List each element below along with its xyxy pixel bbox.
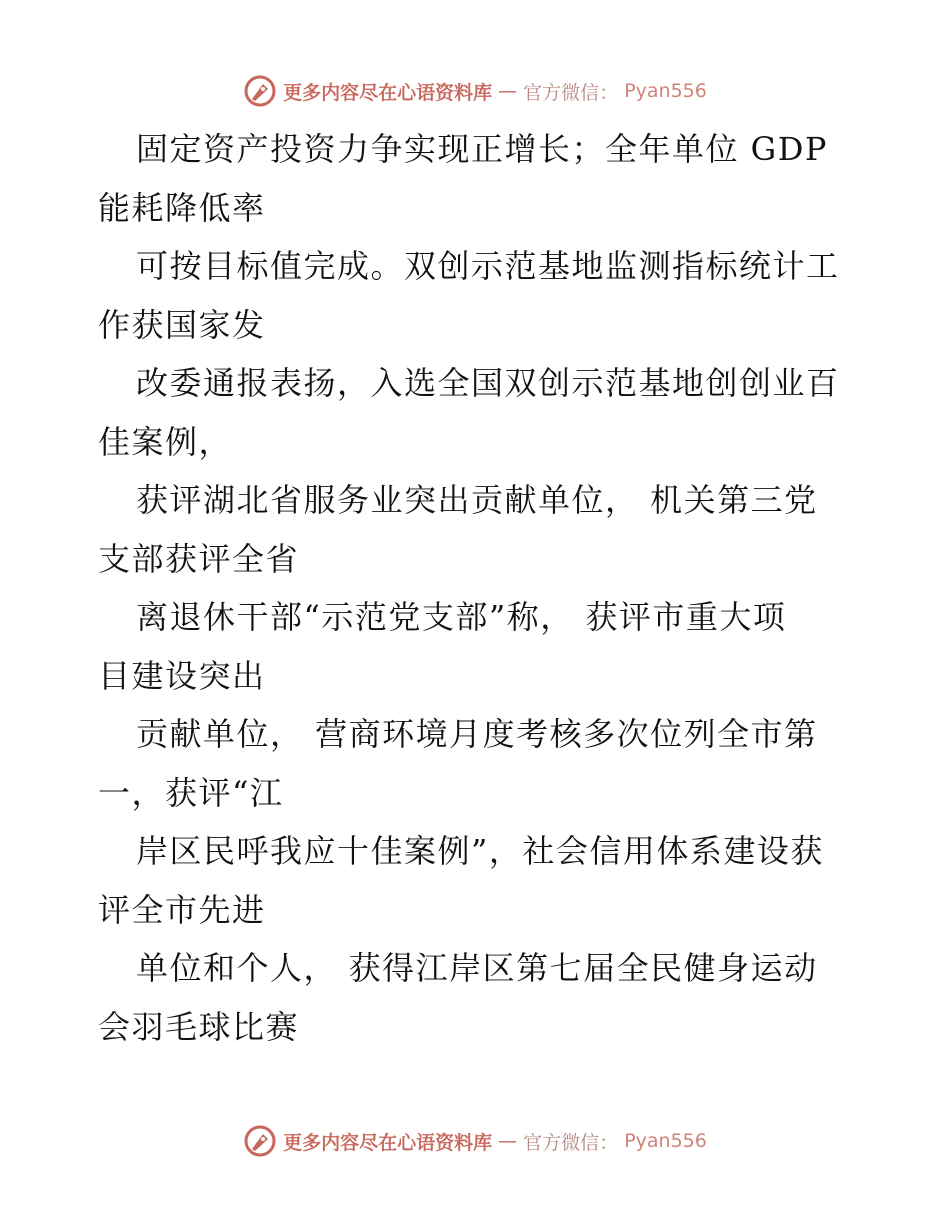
watermark-separator: — bbox=[498, 1130, 518, 1152]
body-line: 一，获评“江 bbox=[98, 773, 284, 812]
body-line: 佳案例， bbox=[98, 422, 233, 461]
body-line: 能耗降低率 bbox=[98, 188, 266, 227]
body-line: 离退休干部“示范党支部”称， 获评市重大项 bbox=[136, 598, 787, 636]
pen-nib-logo-icon bbox=[243, 1124, 277, 1158]
body-line: 贡献单位， 营商环境月度考核多次位列全市第 bbox=[136, 715, 818, 753]
watermark-wechat-label: 官方微信： bbox=[523, 81, 619, 104]
body-line: 单位和个人， 获得江岸区第七届全民健身运动 bbox=[136, 949, 818, 987]
watermark-wechat-label: 官方微信： bbox=[523, 1131, 619, 1154]
body-line: 可按目标值完成。双创示范基地监测指标统计工 bbox=[136, 247, 840, 285]
body-line: 支部获评全省 bbox=[98, 539, 300, 578]
body-line: 固定资产投资力争实现正增长；全年单位 GDP bbox=[136, 130, 828, 168]
body-line: 岸区民呼我应十佳案例”，社会信用体系建设获 bbox=[136, 832, 824, 870]
body-line: 评全市先进 bbox=[98, 890, 266, 929]
footer-watermark bbox=[0, 1124, 950, 1158]
pen-nib-logo-icon bbox=[243, 74, 277, 108]
document-body bbox=[98, 120, 858, 1056]
watermark-wechat-id: Pyan556 bbox=[624, 1130, 707, 1152]
watermark-brand: 更多内容尽在心语资料库 bbox=[283, 81, 493, 104]
watermark-wechat-id: Pyan556 bbox=[624, 80, 707, 102]
body-line: 获评湖北省服务业突出贡献单位， 机关第三党 bbox=[136, 481, 818, 519]
body-line: 作获国家发 bbox=[98, 305, 266, 344]
header-watermark bbox=[0, 74, 950, 108]
watermark-separator: — bbox=[498, 80, 518, 102]
watermark-brand: 更多内容尽在心语资料库 bbox=[283, 1131, 493, 1154]
body-line: 改委通报表扬，入选全国双创示范基地创创业百 bbox=[136, 364, 840, 402]
body-line: 目建设突出 bbox=[98, 656, 266, 695]
body-line: 会羽毛球比赛 bbox=[98, 1007, 300, 1046]
